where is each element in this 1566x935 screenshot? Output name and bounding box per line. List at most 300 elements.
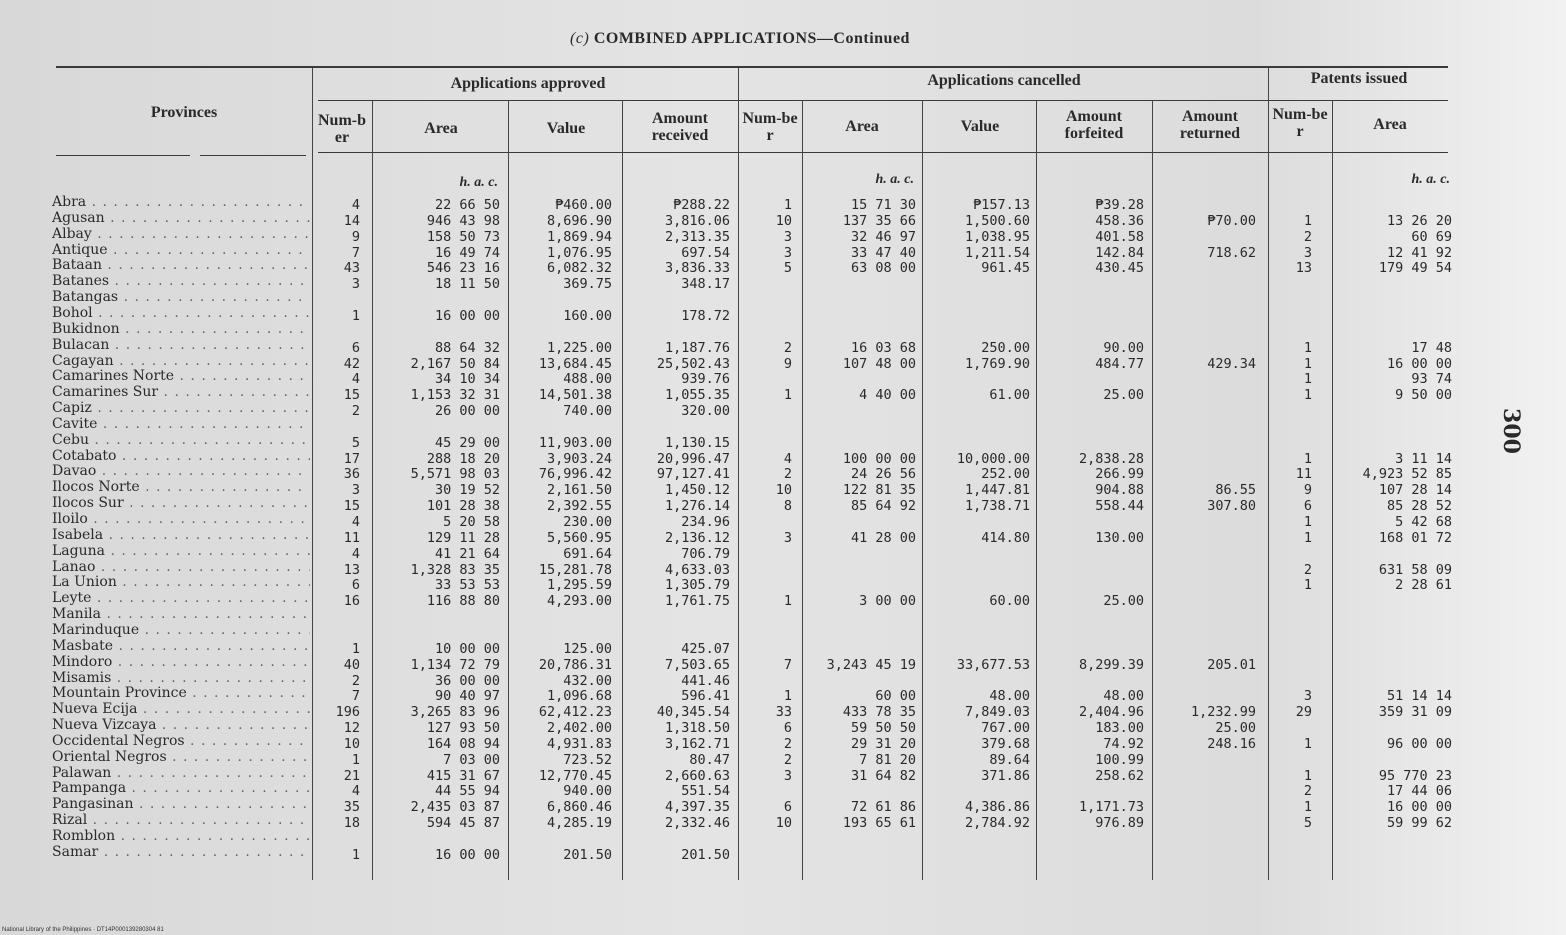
province-label: Mountain Province . . . <box>52 685 310 701</box>
province-label: Samar . . . <box>52 844 310 860</box>
cell-pi-area: 359 31 09 <box>1378 704 1452 720</box>
province-label: Antique . . . <box>52 242 310 258</box>
cell-ap-num: 36 <box>343 466 360 482</box>
cell-pi-area: 17 48 <box>1411 340 1452 356</box>
cell-ap-value: 6,082.32 <box>546 260 612 276</box>
cell-ap-area: 288 18 20 <box>426 451 500 467</box>
cell-pi-area: 17 44 06 <box>1386 783 1452 799</box>
cell-ca-value: 414.80 <box>981 530 1030 546</box>
cell-ap-num: 6 <box>351 577 360 593</box>
cell-ap-area: 18 11 50 <box>434 276 500 292</box>
header-ap-number: Num-ber <box>317 112 366 146</box>
header-ca-area: Area <box>845 118 879 135</box>
cell-ap-num: 11 <box>343 530 360 546</box>
cell-ap-area: 7 03 00 <box>443 752 500 768</box>
cell-ca-forfeited: 48.00 <box>1103 688 1144 704</box>
cell-ca-num: 33 <box>775 704 792 720</box>
province-label: Agusan . . . <box>52 210 310 226</box>
cell-pi-num: 2 <box>1303 229 1312 245</box>
province-label: Manila . . . <box>52 606 310 622</box>
cell-ca-num: 3 <box>783 530 792 546</box>
cell-ap-received: 201.50 <box>681 847 730 863</box>
cell-ap-value: 1,295.59 <box>546 577 612 593</box>
cell-ap-area: 16 00 00 <box>434 847 500 863</box>
province-label: Pangasinan . . . <box>52 796 310 812</box>
cell-ca-returned: 205.01 <box>1207 657 1256 673</box>
cell-pi-area: 631 58 09 <box>1378 562 1452 578</box>
cell-ap-value: 1,869.94 <box>546 229 612 245</box>
province-label: Ilocos Norte . . . <box>52 479 310 495</box>
cell-ca-returned: 429.34 <box>1207 356 1256 372</box>
cell-ap-num: 1 <box>351 308 360 324</box>
cell-ap-value: 5,560.95 <box>546 530 612 546</box>
cell-ap-value: 125.00 <box>563 641 612 657</box>
cell-ca-area: 3 00 00 <box>859 593 916 609</box>
cell-ap-value: 2,402.00 <box>546 720 612 736</box>
cell-ap-received: 441.46 <box>681 673 730 689</box>
province-label: Rizal . . . <box>52 812 310 828</box>
cell-ap-value: 2,161.50 <box>546 482 612 498</box>
cell-ap-area: 33 53 53 <box>434 577 500 593</box>
province-label: Cagayan . . . <box>52 353 310 369</box>
footer-credit: National Library of the Philippines · DT14P000139280304 81 <box>2 927 164 933</box>
cell-ca-value: 1,769.90 <box>964 356 1030 372</box>
cell-ca-area: 107 48 00 <box>842 356 916 372</box>
cell-ap-received: 1,761.75 <box>664 593 730 609</box>
cell-ca-area: 193 65 61 <box>842 815 916 831</box>
cell-ap-received: 425.07 <box>681 641 730 657</box>
cell-ap-num: 13 <box>343 562 360 578</box>
header-applications-approved: Applications approved <box>450 75 606 92</box>
cell-pi-area: 16 00 00 <box>1386 799 1452 815</box>
cell-ca-forfeited: 266.99 <box>1095 466 1144 482</box>
cell-ca-forfeited: 1,171.73 <box>1078 799 1144 815</box>
province-label: Camarines Sur . . . <box>52 384 310 400</box>
header-ca-number: Num-ber <box>742 110 798 144</box>
cell-pi-num: 9 <box>1303 482 1312 498</box>
cell-ca-area: 32 46 97 <box>850 229 916 245</box>
cell-pi-area: 12 41 92 <box>1386 245 1452 261</box>
cell-pi-area: 85 28 52 <box>1386 498 1452 514</box>
cell-ap-received: 1,450.12 <box>664 482 730 498</box>
cell-ca-forfeited: 484.77 <box>1095 356 1144 372</box>
cell-ap-num: 17 <box>343 451 360 467</box>
cell-ap-value: 201.50 <box>563 847 612 863</box>
province-label: Cavite . . . <box>52 416 310 432</box>
province-label: Romblon . . . <box>52 828 310 844</box>
cell-ap-received: 234.96 <box>681 514 730 530</box>
cell-ca-area: 85 64 92 <box>850 498 916 514</box>
cell-ap-received: 97,127.41 <box>656 466 730 482</box>
header-ca-forfeited: Amount forfeited <box>1064 108 1124 142</box>
cell-pi-area: 179 49 54 <box>1378 260 1452 276</box>
cell-ap-num: 7 <box>351 245 360 261</box>
header-patents-issued: Patents issued <box>1310 70 1408 87</box>
cell-ap-value: 76,996.42 <box>538 466 612 482</box>
cell-pi-num: 1 <box>1303 213 1312 229</box>
cell-ca-returned: ₱70.00 <box>1207 213 1256 229</box>
cell-ca-forfeited: 25.00 <box>1103 387 1144 403</box>
cell-ap-value: 1,096.68 <box>546 688 612 704</box>
cell-ap-received: 2,136.12 <box>664 530 730 546</box>
cell-ap-received: 939.76 <box>681 371 730 387</box>
cell-ap-value: 6,860.46 <box>546 799 612 815</box>
cell-ca-area: 433 78 35 <box>842 704 916 720</box>
cell-ca-value: 1,738.71 <box>964 498 1030 514</box>
province-label: Albay . . . <box>52 226 310 242</box>
cell-ca-value: 61.00 <box>989 387 1030 403</box>
cell-ca-num: 3 <box>783 245 792 261</box>
cell-ap-num: 14 <box>343 213 360 229</box>
cell-pi-num: 1 <box>1303 371 1312 387</box>
cell-ap-area: 594 45 87 <box>426 815 500 831</box>
cell-ap-area: 5 20 58 <box>443 514 500 530</box>
province-label: Ilocos Sur . . . <box>52 495 310 511</box>
cell-ca-num: 6 <box>783 799 792 815</box>
cell-ap-value: 8,696.90 <box>546 213 612 229</box>
cell-ap-area: 30 19 52 <box>434 482 500 498</box>
cell-ca-forfeited: 142.84 <box>1095 245 1144 261</box>
province-label: Davao . . . <box>52 463 310 479</box>
cell-pi-area: 107 28 14 <box>1378 482 1452 498</box>
cell-ca-num: 10 <box>775 482 792 498</box>
province-label: Masbate . . . <box>52 638 310 654</box>
province-label: Bohol . . . <box>52 305 310 321</box>
cell-pi-num: 13 <box>1295 260 1312 276</box>
cell-ap-received: 4,633.03 <box>664 562 730 578</box>
cell-ap-num: 18 <box>343 815 360 831</box>
cell-ap-value: 3,903.24 <box>546 451 612 467</box>
cell-ap-received: 2,313.35 <box>664 229 730 245</box>
cell-ca-forfeited: 430.45 <box>1095 260 1144 276</box>
cell-ap-received: 1,055.35 <box>664 387 730 403</box>
cell-ap-area: 41 21 64 <box>434 546 500 562</box>
cell-ap-area: 90 40 97 <box>434 688 500 704</box>
cell-ap-value: 4,931.83 <box>546 736 612 752</box>
cell-ap-value: 369.75 <box>563 276 612 292</box>
cell-ca-num: 4 <box>783 451 792 467</box>
cell-ca-area: 16 03 68 <box>850 340 916 356</box>
cell-pi-area: 13 26 20 <box>1386 213 1452 229</box>
cell-ap-value: 11,903.00 <box>538 435 612 451</box>
cell-ap-area: 5,571 98 03 <box>410 466 500 482</box>
cell-ap-num: 42 <box>343 356 360 372</box>
header-provinces: Provinces <box>150 104 218 121</box>
province-label: Pampanga . . . <box>52 780 310 796</box>
cell-ap-area: 101 28 38 <box>426 498 500 514</box>
cell-ap-received: ₱288.22 <box>673 197 730 213</box>
cell-ca-area: 122 81 35 <box>842 482 916 498</box>
cell-pi-num: 29 <box>1295 704 1312 720</box>
cell-pi-area: 51 14 14 <box>1386 688 1452 704</box>
cell-ca-num: 10 <box>775 815 792 831</box>
province-label: Abra . . . <box>52 194 310 210</box>
cell-pi-area: 2 28 61 <box>1395 577 1452 593</box>
cell-ap-num: 6 <box>351 340 360 356</box>
cell-ca-value: 7,849.03 <box>964 704 1030 720</box>
province-label: Oriental Negros . . . <box>52 749 310 765</box>
cell-pi-num: 5 <box>1303 815 1312 831</box>
cell-ca-forfeited: 2,838.28 <box>1078 451 1144 467</box>
header-ap-value: Value <box>546 120 586 137</box>
title-text: COMBINED APPLICATIONS—Continued <box>593 30 910 47</box>
cell-ap-num: 21 <box>343 768 360 784</box>
cell-pi-area: 9 50 00 <box>1395 387 1452 403</box>
cell-ca-num: 1 <box>783 387 792 403</box>
cell-ap-area: 16 49 74 <box>434 245 500 261</box>
cell-ca-area: 41 28 00 <box>850 530 916 546</box>
cell-ca-area: 100 00 00 <box>842 451 916 467</box>
cell-ca-value: 1,500.60 <box>964 213 1030 229</box>
province-label: Occidental Negros . . . <box>52 733 310 749</box>
cell-ap-area: 10 00 00 <box>434 641 500 657</box>
cell-ca-area: 33 47 40 <box>850 245 916 261</box>
cell-ap-area: 22 66 50 <box>434 197 500 213</box>
cell-ap-num: 1 <box>351 847 360 863</box>
cell-ca-num: 1 <box>783 593 792 609</box>
cell-ap-value: 4,293.00 <box>546 593 612 609</box>
cell-ca-area: 59 50 50 <box>850 720 916 736</box>
province-label: Palawan . . . <box>52 765 310 781</box>
cell-ap-received: 1,318.50 <box>664 720 730 736</box>
cell-ap-area: 34 10 34 <box>434 371 500 387</box>
cell-ap-num: 1 <box>351 641 360 657</box>
province-label: Nueva Vizcaya . . . <box>52 717 310 733</box>
cell-ca-forfeited: 904.88 <box>1095 482 1144 498</box>
cell-ap-area: 129 11 28 <box>426 530 500 546</box>
cell-ap-num: 1 <box>351 752 360 768</box>
cell-ca-value: 961.45 <box>981 260 1030 276</box>
cell-ca-num: 5 <box>783 260 792 276</box>
cell-ap-received: 596.41 <box>681 688 730 704</box>
header-applications-cancelled: Applications cancelled <box>927 72 1081 89</box>
cell-pi-area: 3 11 14 <box>1395 451 1452 467</box>
cell-ca-area: 24 26 56 <box>850 466 916 482</box>
province-label: Cebu . . . <box>52 432 310 448</box>
cell-ca-forfeited: 401.58 <box>1095 229 1144 245</box>
cell-pi-num: 3 <box>1303 245 1312 261</box>
cell-ap-received: 3,836.33 <box>664 260 730 276</box>
cell-ca-value: 2,784.92 <box>964 815 1030 831</box>
cell-ca-forfeited: 8,299.39 <box>1078 657 1144 673</box>
cell-ca-forfeited: 90.00 <box>1103 340 1144 356</box>
cell-ap-received: 1,187.76 <box>664 340 730 356</box>
province-label: Marinduque . . . <box>52 622 310 638</box>
cell-pi-num: 1 <box>1303 514 1312 530</box>
cell-ap-received: 80.47 <box>689 752 730 768</box>
cell-ap-area: 26 00 00 <box>434 403 500 419</box>
cell-ca-value: 60.00 <box>989 593 1030 609</box>
cell-ap-num: 2 <box>351 403 360 419</box>
cell-ca-forfeited: 183.00 <box>1095 720 1144 736</box>
cell-ap-area: 1,153 32 31 <box>410 387 500 403</box>
cell-ap-value: 1,225.00 <box>546 340 612 356</box>
cell-ap-num: 4 <box>351 546 360 562</box>
cell-ap-value: 691.64 <box>563 546 612 562</box>
cell-ap-num: 16 <box>343 593 360 609</box>
cell-pi-area: 16 00 00 <box>1386 356 1452 372</box>
cell-ca-num: 8 <box>783 498 792 514</box>
cell-ca-area: 4 40 00 <box>859 387 916 403</box>
cell-pi-num: 2 <box>1303 783 1312 799</box>
cell-ap-received: 1,305.79 <box>664 577 730 593</box>
cell-ap-received: 25,502.43 <box>656 356 730 372</box>
cell-ap-received: 3,162.71 <box>664 736 730 752</box>
cell-ap-num: 9 <box>351 229 360 245</box>
cell-ca-value: 48.00 <box>989 688 1030 704</box>
title-prefix: (c) <box>570 30 590 47</box>
cell-ap-num: 4 <box>351 371 360 387</box>
cell-ap-num: 3 <box>351 482 360 498</box>
area-units-approved: h. a. c. <box>459 175 498 190</box>
province-label: Cotabato . . . <box>52 448 310 464</box>
cell-ca-forfeited: 100.99 <box>1095 752 1144 768</box>
cell-ca-forfeited: 458.36 <box>1095 213 1144 229</box>
cell-ap-value: 230.00 <box>563 514 612 530</box>
cell-ap-num: 4 <box>351 197 360 213</box>
cell-pi-area: 93 74 <box>1411 371 1452 387</box>
province-label: Isabela . . . <box>52 527 310 543</box>
province-label: Iloilo . . . <box>52 511 310 527</box>
cell-ca-returned: 307.80 <box>1207 498 1256 514</box>
cell-ap-value: 4,285.19 <box>546 815 612 831</box>
cell-ca-area: 7 81 20 <box>859 752 916 768</box>
cell-pi-num: 1 <box>1303 768 1312 784</box>
cell-ca-area: 72 61 86 <box>850 799 916 815</box>
cell-pi-num: 2 <box>1303 562 1312 578</box>
cell-ap-num: 10 <box>343 736 360 752</box>
cell-ca-value: 33,677.53 <box>956 657 1030 673</box>
cell-ap-num: 2 <box>351 673 360 689</box>
cell-ca-forfeited: 558.44 <box>1095 498 1144 514</box>
cell-ap-area: 16 00 00 <box>434 308 500 324</box>
cell-pi-area: 5 42 68 <box>1395 514 1452 530</box>
cell-ap-num: 35 <box>343 799 360 815</box>
cell-ap-area: 1,328 83 35 <box>410 562 500 578</box>
cell-pi-num: 1 <box>1303 577 1312 593</box>
cell-ca-value: 4,386.86 <box>964 799 1030 815</box>
cell-ap-value: 160.00 <box>563 308 612 324</box>
cell-ap-value: 14,501.38 <box>538 387 612 403</box>
cell-ca-num: 2 <box>783 752 792 768</box>
cell-ap-area: 1,134 72 79 <box>410 657 500 673</box>
cell-ap-area: 36 00 00 <box>434 673 500 689</box>
cell-ap-num: 196 <box>335 704 360 720</box>
cell-ap-area: 2,167 50 84 <box>410 356 500 372</box>
cell-ap-received: 40,345.54 <box>656 704 730 720</box>
cell-ap-area: 127 93 50 <box>426 720 500 736</box>
cell-ap-num: 15 <box>343 498 360 514</box>
province-label: Nueva Ecija . . . <box>52 701 310 717</box>
header-pi-number: Num-ber <box>1272 106 1328 140</box>
cell-ap-value: 723.52 <box>563 752 612 768</box>
cell-ap-received: 320.00 <box>681 403 730 419</box>
cell-ap-value: 740.00 <box>563 403 612 419</box>
cell-ap-received: 1,130.15 <box>664 435 730 451</box>
cell-ap-received: 697.54 <box>681 245 730 261</box>
cell-pi-area: 96 00 00 <box>1386 736 1452 752</box>
cell-ca-num: 1 <box>783 197 792 213</box>
cell-ca-value: 10,000.00 <box>956 451 1030 467</box>
cell-ap-received: 706.79 <box>681 546 730 562</box>
cell-pi-num: 11 <box>1295 466 1312 482</box>
cell-ap-received: 551.54 <box>681 783 730 799</box>
cell-ap-received: 1,276.14 <box>664 498 730 514</box>
cell-ap-num: 40 <box>343 657 360 673</box>
cell-ca-forfeited: 258.62 <box>1095 768 1144 784</box>
cell-pi-num: 1 <box>1303 356 1312 372</box>
cell-ap-num: 12 <box>343 720 360 736</box>
cell-ap-area: 164 08 94 <box>426 736 500 752</box>
province-label: Capiz . . . <box>52 400 310 416</box>
header-ap-area: Area <box>424 120 458 137</box>
cell-pi-num: 1 <box>1303 340 1312 356</box>
cell-ap-received: 7,503.65 <box>664 657 730 673</box>
cell-ca-num: 1 <box>783 688 792 704</box>
cell-pi-num: 1 <box>1303 387 1312 403</box>
cell-ca-num: 10 <box>775 213 792 229</box>
cell-ap-value: 940.00 <box>563 783 612 799</box>
cell-ca-value: 1,211.54 <box>964 245 1030 261</box>
province-label: Camarines Norte . . . <box>52 368 310 384</box>
cell-ca-area: 15 71 30 <box>850 197 916 213</box>
cell-ap-value: 2,392.55 <box>546 498 612 514</box>
header-ca-returned: Amount returned <box>1179 108 1241 142</box>
cell-ap-num: 5 <box>351 435 360 451</box>
cell-pi-area: 60 69 <box>1411 229 1452 245</box>
cell-ca-value: 1,038.95 <box>964 229 1030 245</box>
cell-ap-value: 432.00 <box>563 673 612 689</box>
area-units-patents: h. a. c. <box>1411 172 1450 187</box>
header-ca-value: Value <box>960 118 1000 135</box>
cell-ap-area: 2,435 03 87 <box>410 799 500 815</box>
cell-ca-num: 2 <box>783 340 792 356</box>
cell-pi-num: 1 <box>1303 799 1312 815</box>
cell-ap-area: 3,265 83 96 <box>410 704 500 720</box>
cell-ca-num: 2 <box>783 466 792 482</box>
province-label: Bukidnon . . . <box>52 321 310 337</box>
cell-pi-num: 6 <box>1303 498 1312 514</box>
cell-ca-num: 3 <box>783 229 792 245</box>
province-label: Bataan . . . <box>52 257 310 273</box>
cell-ap-received: 2,660.63 <box>664 768 730 784</box>
cell-ap-received: 20,996.47 <box>656 451 730 467</box>
province-label: Laguna . . . <box>52 543 310 559</box>
province-label: Mindoro . . . <box>52 654 310 670</box>
cell-ca-area: 29 31 20 <box>850 736 916 752</box>
cell-ca-value: 371.86 <box>981 768 1030 784</box>
cell-ca-value: 89.64 <box>989 752 1030 768</box>
cell-ca-forfeited: 2,404.96 <box>1078 704 1144 720</box>
cell-ap-value: 20,786.31 <box>538 657 612 673</box>
cell-ap-value: 13,684.45 <box>538 356 612 372</box>
cell-ap-value: 15,281.78 <box>538 562 612 578</box>
header-ap-received: Amount received <box>651 110 709 144</box>
cell-ap-value: ₱460.00 <box>555 197 612 213</box>
cell-ca-returned: 1,232.99 <box>1190 704 1256 720</box>
cell-ca-forfeited: 74.92 <box>1103 736 1144 752</box>
cell-pi-num: 1 <box>1303 736 1312 752</box>
cell-ca-forfeited: 130.00 <box>1095 530 1144 546</box>
cell-ap-num: 4 <box>351 783 360 799</box>
province-label: Batangas . . . <box>52 289 310 305</box>
cell-ca-num: 3 <box>783 768 792 784</box>
area-units-cancelled: h. a. c. <box>875 172 914 187</box>
cell-pi-num: 3 <box>1303 688 1312 704</box>
cell-ca-forfeited: 976.89 <box>1095 815 1144 831</box>
province-label: Misamis . . . <box>52 670 310 686</box>
cell-ca-returned: 25.00 <box>1215 720 1256 736</box>
